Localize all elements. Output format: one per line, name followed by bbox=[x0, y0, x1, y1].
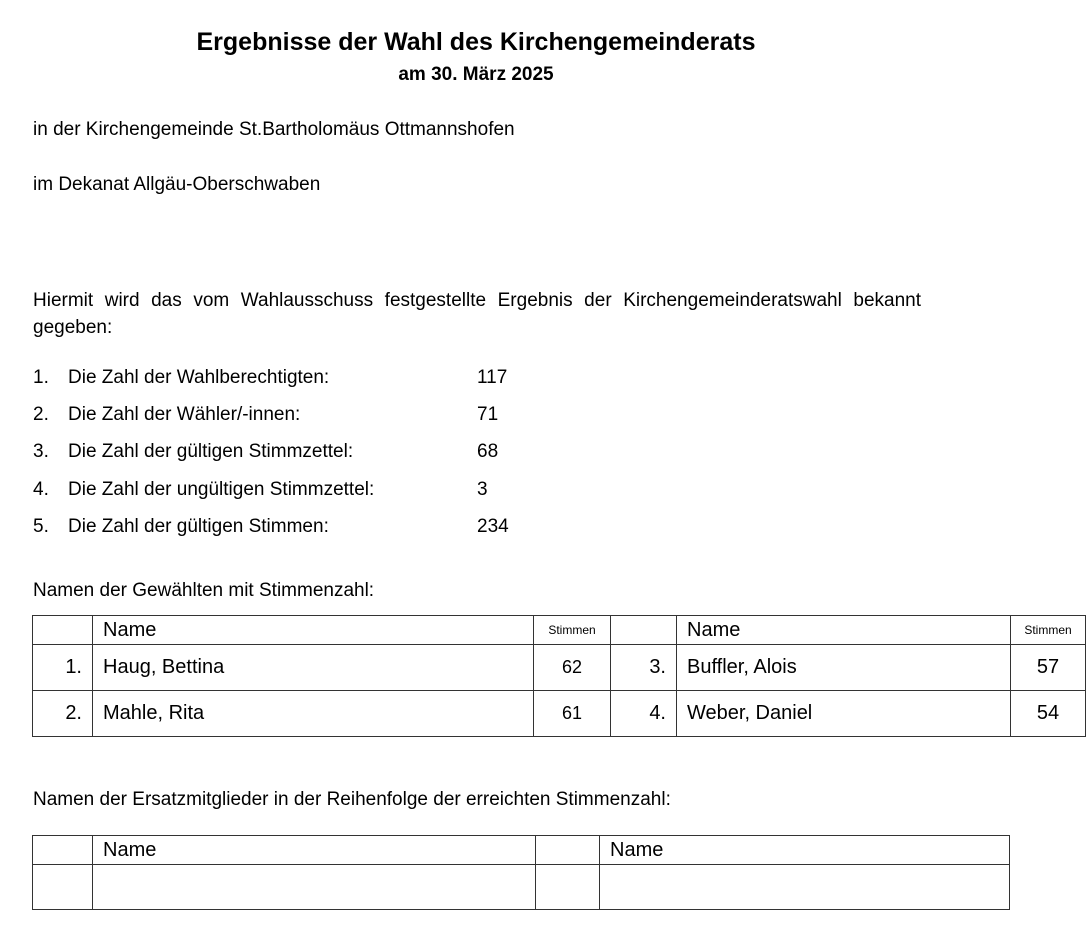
rank-cell: 3. bbox=[611, 645, 677, 691]
header-votes: Stimmen bbox=[1011, 616, 1086, 645]
stat-number: 1. bbox=[33, 367, 49, 388]
stat-value: 3 bbox=[477, 479, 488, 500]
substitutes-table bbox=[32, 835, 1010, 910]
votes-cell: 54 bbox=[1011, 691, 1086, 737]
header-cell bbox=[536, 836, 600, 865]
header-cell bbox=[33, 836, 93, 865]
stat-number: 2. bbox=[33, 404, 49, 425]
header-cell bbox=[33, 616, 93, 645]
deanery-line: im Dekanat Allgäu-Oberschwaben bbox=[33, 174, 321, 195]
rank-cell: 4. bbox=[611, 691, 677, 737]
document-title: Ergebnisse der Wahl des Kirchengemeinderats bbox=[196, 28, 756, 56]
stat-number: 5. bbox=[33, 516, 49, 537]
intro-paragraph: Hiermit wird das vom Wahlausschuss festgestellte Ergebnis der Kirchengemeinderatswahl bekannt gegeben: bbox=[33, 290, 921, 338]
rank-cell: 1. bbox=[33, 645, 93, 691]
name-cell: Mahle, Rita bbox=[93, 691, 534, 737]
stat-label: Die Zahl der ungültigen Stimmzettel: bbox=[68, 479, 375, 500]
header-name: Name bbox=[600, 836, 1010, 865]
stat-label: Die Zahl der Wähler/-innen: bbox=[68, 404, 301, 425]
stat-value: 117 bbox=[477, 367, 508, 388]
table-header-row bbox=[33, 836, 1010, 865]
substitutes-heading: Namen der Ersatzmitglieder in der Reihenfolge der erreichten Stimmenzahl: bbox=[33, 789, 671, 810]
stat-number: 4. bbox=[33, 479, 49, 500]
votes-cell: 62 bbox=[534, 645, 611, 691]
name-cell: Weber, Daniel bbox=[677, 691, 1011, 737]
stat-value: 71 bbox=[477, 404, 499, 425]
name-cell: Haug, Bettina bbox=[93, 645, 534, 691]
name-cell: Buffler, Alois bbox=[677, 645, 1011, 691]
stat-label: Die Zahl der Wahlberechtigten: bbox=[68, 367, 330, 388]
rank-cell bbox=[33, 865, 93, 910]
table-row bbox=[33, 865, 1010, 910]
parish-line: in der Kirchengemeinde St.Bartholomäus Ottmannshofen bbox=[33, 119, 515, 140]
header-name: Name bbox=[93, 836, 536, 865]
rank-cell bbox=[536, 865, 600, 910]
stat-value: 234 bbox=[477, 516, 509, 537]
stat-label: Die Zahl der gültigen Stimmen: bbox=[68, 516, 329, 537]
votes-cell: 61 bbox=[534, 691, 611, 737]
header-cell bbox=[611, 616, 677, 645]
header-name: Name bbox=[93, 616, 534, 645]
elected-table bbox=[32, 615, 1086, 737]
table-header-row bbox=[33, 616, 1086, 645]
table-row bbox=[33, 691, 1086, 737]
election-date: am 30. März 2025 bbox=[398, 64, 554, 85]
elected-heading: Namen der Gewählten mit Stimmenzahl: bbox=[33, 580, 375, 601]
stat-value: 68 bbox=[477, 441, 499, 462]
stat-label: Die Zahl der gültigen Stimmzettel: bbox=[68, 441, 354, 462]
name-cell bbox=[600, 865, 1010, 910]
votes-cell: 57 bbox=[1011, 645, 1086, 691]
header-name: Name bbox=[677, 616, 1011, 645]
header-votes: Stimmen bbox=[534, 616, 611, 645]
name-cell bbox=[93, 865, 536, 910]
stat-number: 3. bbox=[33, 441, 49, 462]
rank-cell: 2. bbox=[33, 691, 93, 737]
table-row bbox=[33, 645, 1086, 691]
